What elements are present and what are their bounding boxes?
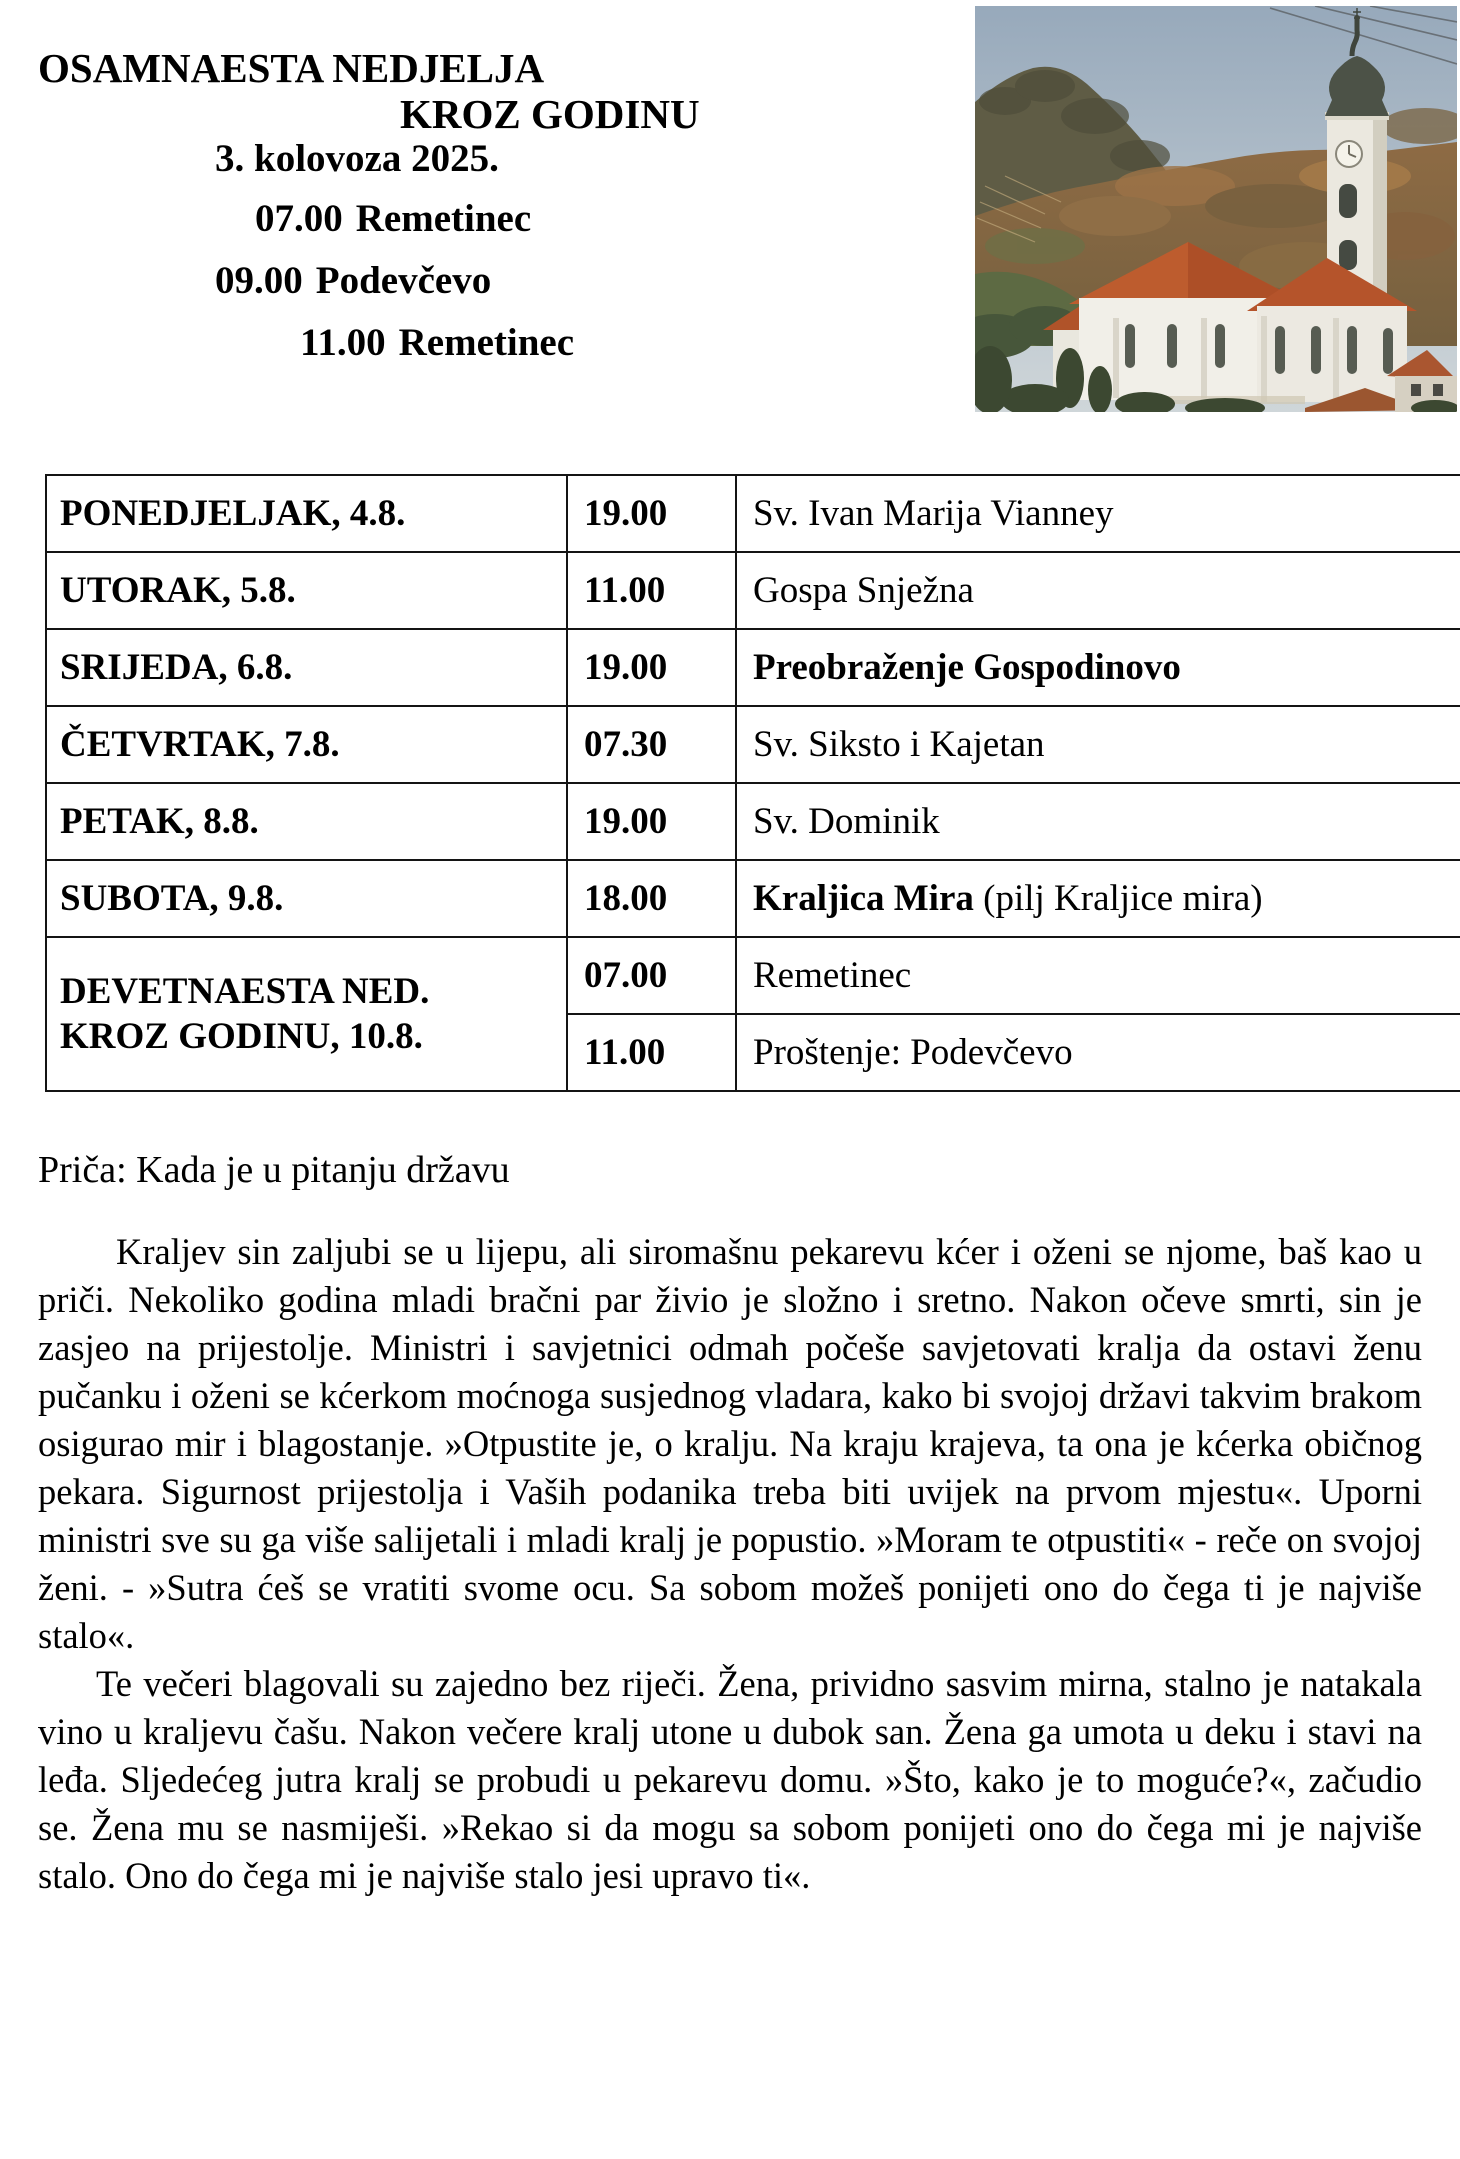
mass-time: 09.00 <box>215 259 303 302</box>
time-cell: 07.00 <box>567 937 736 1014</box>
story-paragraph-2: Te večeri blagovali su zajedno bez riječi. Žena, prividno sasvim mirna, stalno je natakala vino u kraljevu čašu. Nakon večere kralj utone u dubok san. Žena ga umota u deku i stavi na leđa. Sljedećeg jutra kralj se probudi u pekarevu domu. »Što, kako je to moguće?«, začudio se. Žena mu se nasmiješi. »Rekao si da mogu sa sobom ponijeti ono do čega mi je najviše stalo. Ono do čega mi je najviše stalo jesi upravo ti«. <box>38 1663 1422 1896</box>
day-cell <box>46 552 567 629</box>
day-label: PETAK, 8.8. <box>60 801 259 842</box>
description-cell <box>736 1014 1460 1091</box>
schedule-row <box>46 629 1460 706</box>
story-paragraph-1: Kraljev sin zaljubi se u lijepu, ali siromašnu pekarevu kćer i oženi se njome, baš kao u priči. Nekoliko godina mladi bračni par živio je složno i sretno. Nakon očeve smrti, sin je zasjeo na prijestolje. Ministri i savjetnici odmah počeše savjetovati kralja da ostavi ženu pučanku i oženi se kćerkom moćnoga susjednog vladara, kako bi svojoj državi takvim brakom osigurao mir i blagostanje. »Otpustite je, o kralju. Na kraju krajeva, ta ona je kćerka običnog pekara. Sigurnost prijestolja i Vaših podanika treba biti uvijek na prvom mjestu«. Uporni ministri sve su ga više salijetali i mladi kralj je popustio. »Moram te otpustiti« - reče on svojoj ženi. - »Sutra ćeš se vratiti svome ocu. Sa sobom možeš ponijeti ono do čega ti je najviše stalo«. <box>38 1231 1422 1656</box>
mass-time: 11.00 <box>300 321 386 364</box>
day-label: UTORAK, 5.8. <box>60 570 296 611</box>
description-bold: Preobraženje Gospodinovo <box>753 647 1181 688</box>
church-photo-illustration <box>975 6 1457 412</box>
description-cell <box>736 475 1460 552</box>
schedule-row <box>46 475 1460 552</box>
description-text: Gospa Snježna <box>753 570 974 611</box>
day-cell <box>46 629 567 706</box>
description-text: Sv. Ivan Marija Vianney <box>753 493 1114 534</box>
day-label: SUBOTA, 9.8. <box>60 878 284 919</box>
mass-place: Podevčevo <box>315 259 492 302</box>
time-cell: 19.00 <box>567 629 736 706</box>
mass-time-line <box>300 320 574 365</box>
day-label: KROZ GODINU, 10.8. <box>60 1016 423 1057</box>
time-cell: 19.00 <box>567 475 736 552</box>
description-text: Remetinec <box>753 955 912 996</box>
day-cell <box>46 937 567 1091</box>
schedule-tbody <box>46 475 1460 1091</box>
schedule-row <box>46 783 1460 860</box>
time-cell: 11.00 <box>567 552 736 629</box>
date-line: 3. kolovoza 2025. <box>215 137 499 180</box>
story-heading: Priča: Kada je u pitanju državu <box>38 1149 510 1191</box>
day-label: SRIJEDA, 6.8. <box>60 647 293 688</box>
day-cell <box>46 706 567 783</box>
description-cell <box>736 937 1460 1014</box>
mass-time-line <box>255 196 531 241</box>
description-text: Sv. Dominik <box>753 801 940 842</box>
description-text: Sv. Siksto i Kajetan <box>753 724 1045 765</box>
description-bold: Kraljica Mira <box>753 878 974 919</box>
mass-time: 07.00 <box>255 197 343 240</box>
time-cell: 11.00 <box>567 1014 736 1091</box>
day-label: PONEDJELJAK, 4.8. <box>60 493 406 534</box>
description-text: (pilj Kraljice mira) <box>973 878 1263 919</box>
time-cell: 07.30 <box>567 706 736 783</box>
mass-place: Remetinec <box>398 321 575 364</box>
story-body <box>38 1228 1422 1900</box>
description-cell <box>736 552 1460 629</box>
mass-place: Remetinec <box>355 197 532 240</box>
time-cell: 19.00 <box>567 783 736 860</box>
page-title-line2: KROZ GODINU <box>400 91 700 137</box>
day-cell <box>46 475 567 552</box>
day-cell <box>46 783 567 860</box>
description-cell <box>736 783 1460 860</box>
page-title-line1: OSAMNAESTA NEDJELJA <box>38 45 545 91</box>
schedule-row <box>46 552 1460 629</box>
description-cell <box>736 629 1460 706</box>
schedule-row <box>46 706 1460 783</box>
mass-time-line <box>215 258 491 303</box>
description-text: Proštenje: Podevčevo <box>753 1032 1073 1073</box>
description-cell <box>736 706 1460 783</box>
church-photo <box>975 6 1457 412</box>
day-label: ČETVRTAK, 7.8. <box>60 724 340 765</box>
time-cell: 18.00 <box>567 860 736 937</box>
day-label: DEVETNAESTA NED. <box>60 971 430 1012</box>
schedule-row <box>46 860 1460 937</box>
schedule-row <box>46 937 1460 1014</box>
description-cell <box>736 860 1460 937</box>
weekly-schedule-table <box>45 474 1460 1092</box>
day-cell <box>46 860 567 937</box>
